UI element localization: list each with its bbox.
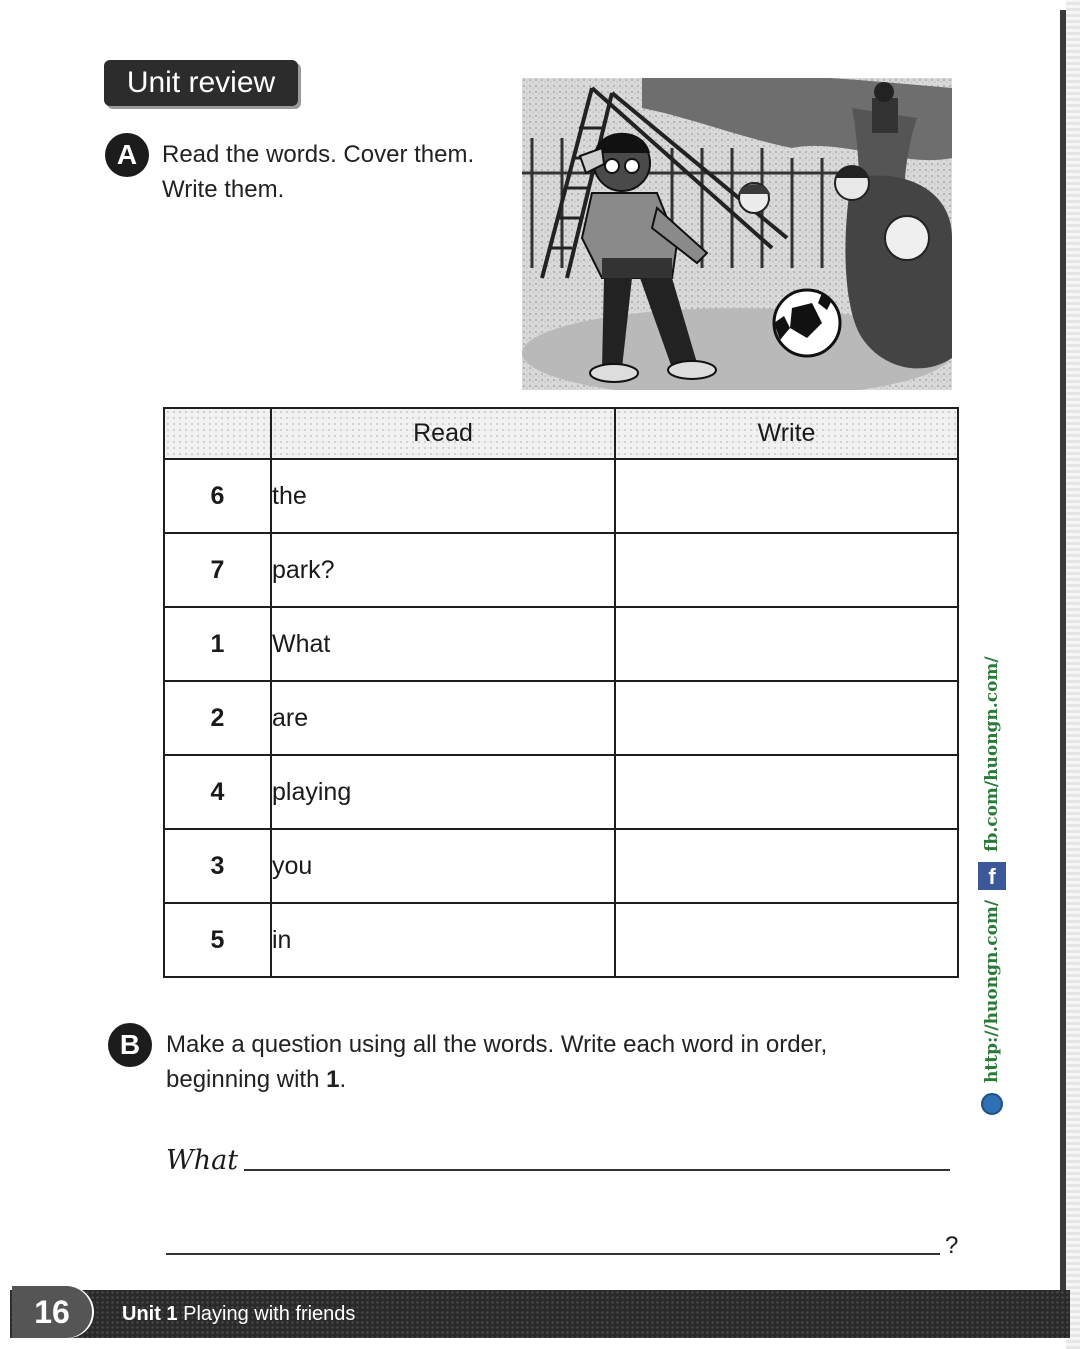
header-write: Write <box>615 408 958 459</box>
row-number: 6 <box>164 459 271 533</box>
header-read: Read <box>271 408 615 459</box>
section-a-instructions <box>162 137 474 207</box>
facebook-icon: f <box>978 862 1006 890</box>
row-number: 5 <box>164 903 271 977</box>
question-mark: ? <box>945 1232 959 1259</box>
read-word: What <box>271 607 615 681</box>
table-row <box>164 459 958 533</box>
section-b-marker: B <box>108 1023 152 1067</box>
read-word: playing <box>271 755 615 829</box>
row-number: 4 <box>164 755 271 829</box>
answer-line-2[interactable] <box>166 1253 940 1255</box>
row-number: 2 <box>164 681 271 755</box>
read-word: park? <box>271 533 615 607</box>
section-a-line2: Write them. <box>162 176 285 203</box>
answer-start-word: What <box>166 1145 239 1176</box>
answer-line-1[interactable] <box>244 1169 950 1171</box>
write-cell[interactable] <box>615 681 958 755</box>
row-number: 3 <box>164 829 271 903</box>
page-edge <box>1060 10 1066 1300</box>
playground-illustration <box>522 78 952 390</box>
header-number <box>164 408 271 459</box>
globe-icon <box>981 1093 1003 1115</box>
read-word: the <box>271 459 615 533</box>
table-row <box>164 607 958 681</box>
watermark-site: http://huongn.com/ <box>982 899 1002 1083</box>
table-row <box>164 681 958 755</box>
footer-unit-title <box>122 1303 355 1326</box>
row-number: 7 <box>164 533 271 607</box>
line2-prefix: beginning with <box>166 1066 327 1093</box>
table-row <box>164 903 958 977</box>
footer-unit-name: Playing with friends <box>183 1303 356 1325</box>
unit-review-badge: Unit review <box>104 60 298 106</box>
read-word: you <box>271 829 615 903</box>
section-b-line1: Make a question using all the words. Write each word in order, <box>166 1031 828 1058</box>
table-row <box>164 829 958 903</box>
write-cell[interactable] <box>615 903 958 977</box>
read-write-table <box>163 407 959 978</box>
write-cell[interactable] <box>615 533 958 607</box>
line2-suffix: . <box>339 1066 347 1093</box>
footer-unit-label: Unit 1 <box>122 1303 178 1325</box>
page-edge-texture <box>1066 0 1080 1349</box>
section-b-instructions <box>166 1027 827 1097</box>
page-number: 16 <box>12 1286 92 1338</box>
table-row <box>164 755 958 829</box>
section-a-marker: A <box>105 133 149 177</box>
row-number: 1 <box>164 607 271 681</box>
line2-bold-number: 1 <box>326 1066 340 1093</box>
read-word: in <box>271 903 615 977</box>
side-watermark <box>978 656 1006 1115</box>
table-row <box>164 533 958 607</box>
write-cell[interactable] <box>615 459 958 533</box>
section-b-line2 <box>166 1062 827 1097</box>
read-word: are <box>271 681 615 755</box>
section-a-line1: Read the words. Cover them. <box>162 141 475 168</box>
write-cell[interactable] <box>615 829 958 903</box>
table-header-row <box>164 408 958 459</box>
write-cell[interactable] <box>615 755 958 829</box>
watermark-fb-url: fb.com/huongn.com/ <box>982 656 1002 852</box>
write-cell[interactable] <box>615 607 958 681</box>
